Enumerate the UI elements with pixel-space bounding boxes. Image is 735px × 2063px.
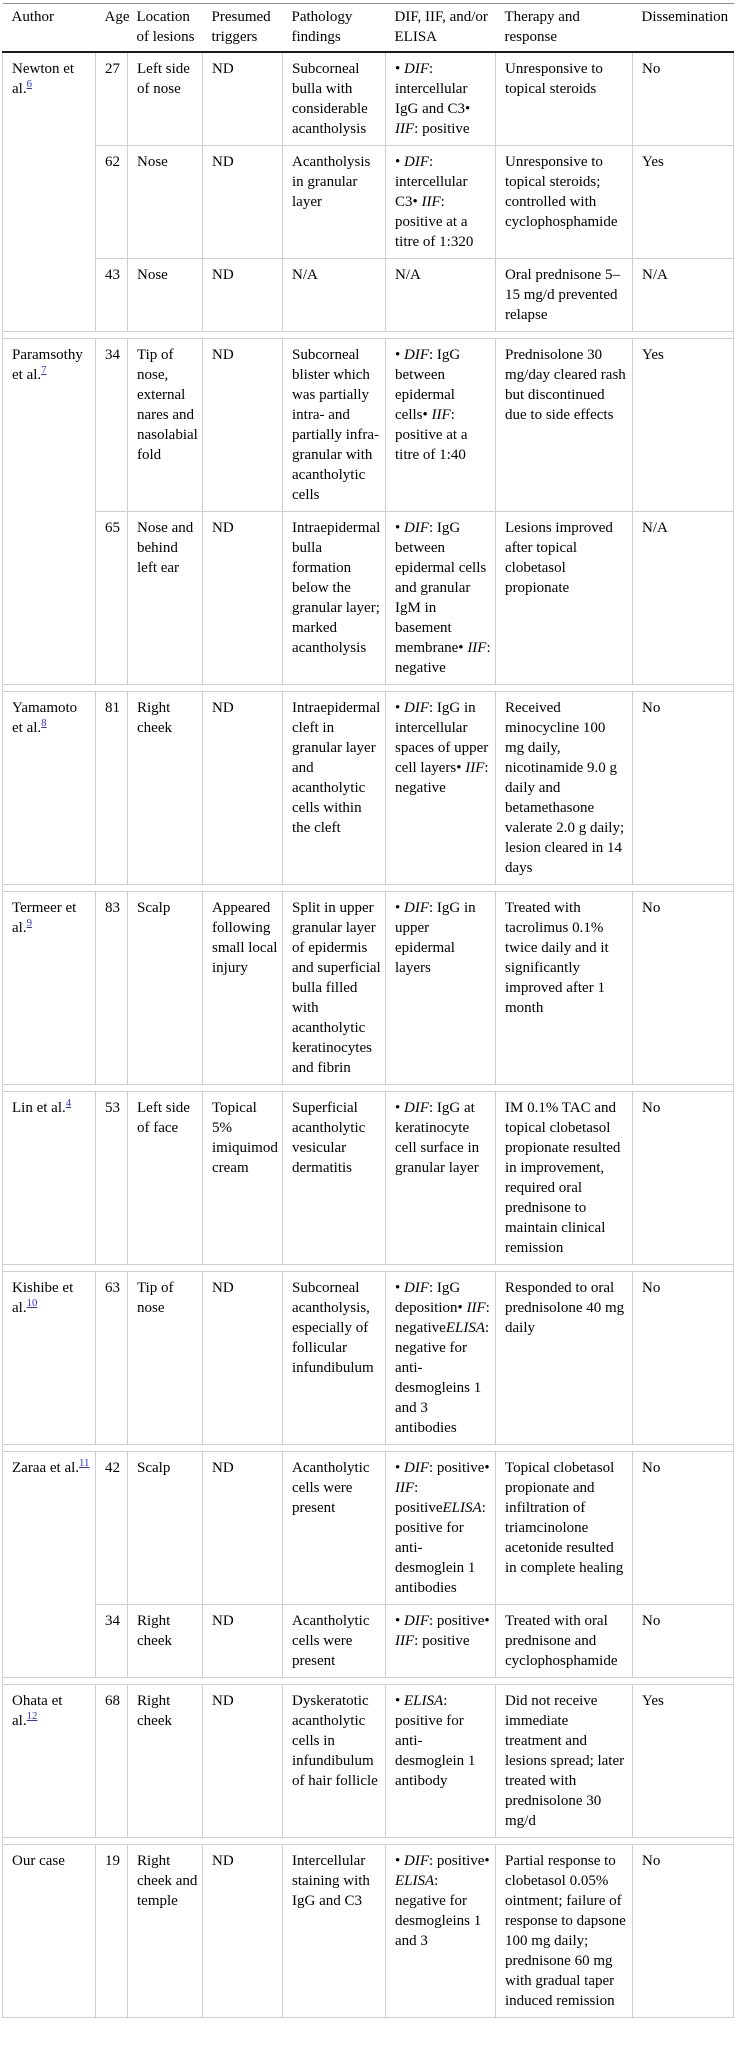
age-cell: 27 bbox=[96, 52, 128, 146]
group-spacer-row bbox=[3, 1445, 734, 1452]
age-cell: 19 bbox=[96, 1845, 128, 2018]
author-cell: Yamamoto et al.$^8$ bbox=[3, 692, 96, 885]
group-spacer-row bbox=[3, 885, 734, 892]
dissemination-cell: No bbox=[633, 1845, 734, 2018]
dissemination-cell: No bbox=[633, 1272, 734, 1445]
therapy-cell: Treated with tacrolimus 0.1% twice daily and it significantly improved after 1 month bbox=[496, 892, 633, 1085]
dif-cell: • DIF: positive• ELISA: negative for desmogleins 1 and 3 bbox=[386, 1845, 496, 2018]
reference-superscript bbox=[27, 917, 32, 929]
dif-cell: • DIF: positive• IIF: positiveELISA: positive for anti-desmoglein 1 antibodies bbox=[386, 1452, 496, 1605]
reference-superscript bbox=[27, 1297, 38, 1309]
dif-cell: • ELISA: positive for anti-desmoglein 1 antibody bbox=[386, 1685, 496, 1838]
group-spacer-cell bbox=[3, 332, 734, 339]
dif-cell: • DIF: IgG in upper epidermal layers bbox=[386, 892, 496, 1085]
table-row bbox=[3, 1685, 734, 1838]
table-row bbox=[3, 1272, 734, 1445]
reference-superscript bbox=[79, 1457, 89, 1469]
therapy-cell: Topical clobetasol propionate and infiltration of triamcinolone acetonide resulted in complete healing bbox=[496, 1452, 633, 1605]
col-header-dissemination: Dissemination bbox=[633, 4, 734, 53]
table-row bbox=[3, 1845, 734, 2018]
col-header-dif-iif-elisa: DIF, IIF, and/or ELISA bbox=[386, 4, 496, 53]
triggers-cell: ND bbox=[203, 1605, 283, 1678]
col-header-therapy: Therapy and response bbox=[496, 4, 633, 53]
dissemination-cell: No bbox=[633, 692, 734, 885]
location-cell: Scalp bbox=[128, 892, 203, 1085]
col-header-author: Author bbox=[3, 4, 96, 53]
col-header-pathology: Pathology findings bbox=[283, 4, 386, 53]
dissemination-cell: N/A bbox=[633, 512, 734, 685]
reference-link[interactable]: 8 bbox=[41, 717, 47, 729]
pathology-cell: Acantholysis in granular layer bbox=[283, 146, 386, 259]
reference-link[interactable]: 4 bbox=[65, 1097, 72, 1109]
location-cell: Nose bbox=[128, 259, 203, 332]
age-cell: 43 bbox=[96, 259, 128, 332]
therapy-cell: Unresponsive to topical steroids bbox=[496, 52, 633, 146]
pathology-cell: Acantholytic cells were present bbox=[283, 1605, 386, 1678]
reference-link[interactable]: 10 bbox=[26, 1297, 38, 1309]
triggers-cell: Topical 5% imiquimod cream bbox=[203, 1092, 283, 1265]
therapy-cell: IM 0.1% TAC and topical clobetasol propionate resulted in improvement, required oral prednisone to maintain clinical remission bbox=[496, 1092, 633, 1265]
location-cell: Nose and behind left ear bbox=[128, 512, 203, 685]
dissemination-cell: No bbox=[633, 1092, 734, 1265]
reference-superscript bbox=[27, 1710, 38, 1722]
group-spacer-cell bbox=[3, 685, 734, 692]
location-cell: Right cheek bbox=[128, 1685, 203, 1838]
dif-cell: • DIF: IgG deposition• IIF: negativeELISA: negative for anti-desmogleins 1 and 3 antibodies bbox=[386, 1272, 496, 1445]
reference-link[interactable]: 9 bbox=[26, 917, 32, 929]
group-spacer-cell bbox=[3, 1265, 734, 1272]
table-row bbox=[3, 339, 734, 512]
dif-cell: • DIF: IgG at keratinocyte cell surface in granular layer bbox=[386, 1092, 496, 1265]
age-cell: 83 bbox=[96, 892, 128, 1085]
pathology-cell: Split in upper granular layer of epidermis and superficial bulla filled with acantholytic keratinocytes and fibrin bbox=[283, 892, 386, 1085]
reference-superscript bbox=[66, 1097, 71, 1109]
location-cell: Right cheek bbox=[128, 1605, 203, 1678]
age-cell: 34 bbox=[96, 339, 128, 512]
author-cell: Lin et al.$^4$ bbox=[3, 1092, 96, 1265]
col-header-location: Location of lesions bbox=[128, 4, 203, 53]
dif-cell: • DIF: IgG between epidermal cells• IIF: positive at a titre of 1:40 bbox=[386, 339, 496, 512]
age-cell: 68 bbox=[96, 1685, 128, 1838]
header-row bbox=[3, 4, 734, 53]
age-cell: 65 bbox=[96, 512, 128, 685]
triggers-cell: ND bbox=[203, 1685, 283, 1838]
location-cell: Tip of nose, external nares and nasolabial fold bbox=[128, 339, 203, 512]
dissemination-cell: No bbox=[633, 1605, 734, 1678]
group-spacer-cell bbox=[3, 885, 734, 892]
group-spacer-cell bbox=[3, 1445, 734, 1452]
group-spacer-cell bbox=[3, 1838, 734, 1845]
case-review-table bbox=[2, 3, 734, 2018]
triggers-cell: ND bbox=[203, 1845, 283, 2018]
therapy-cell: Partial response to clobetasol 0.05% ointment; failure of response to dapsone 100 mg daily; prednisone 60 mg with gradual taper induced remission bbox=[496, 1845, 633, 2018]
table-row bbox=[3, 146, 734, 259]
dif-cell: • DIF: intercellular IgG and C3• IIF: positive bbox=[386, 52, 496, 146]
therapy-cell: Treated with oral prednisone and cyclophosphamide bbox=[496, 1605, 633, 1678]
age-cell: 42 bbox=[96, 1452, 128, 1605]
col-header-age: Age bbox=[96, 4, 128, 53]
group-spacer-cell bbox=[3, 1678, 734, 1685]
group-spacer-cell bbox=[3, 1085, 734, 1092]
table-row bbox=[3, 1452, 734, 1605]
triggers-cell: ND bbox=[203, 512, 283, 685]
location-cell: Right cheek and temple bbox=[128, 1845, 203, 2018]
col-header-triggers: Presumed triggers bbox=[203, 4, 283, 53]
reference-link[interactable]: 6 bbox=[26, 78, 32, 90]
age-cell: 34 bbox=[96, 1605, 128, 1678]
therapy-cell: Received minocycline 100 mg daily, nicotinamide 9.0 g daily and betamethasone valerate 2.0 g daily; lesion cleared in 14 days bbox=[496, 692, 633, 885]
author-cell: Paramsothy et al.$^7$ bbox=[3, 339, 96, 685]
dissemination-cell: N/A bbox=[633, 259, 734, 332]
pathology-cell: Superficial acantholytic vesicular dermatitis bbox=[283, 1092, 386, 1265]
triggers-cell: ND bbox=[203, 146, 283, 259]
author-cell: Zaraa et al.$^{11}$ bbox=[3, 1452, 96, 1678]
group-spacer-row bbox=[3, 1838, 734, 1845]
dissemination-cell: No bbox=[633, 892, 734, 1085]
table-row bbox=[3, 1605, 734, 1678]
location-cell: Left side of face bbox=[128, 1092, 203, 1265]
location-cell: Left side of nose bbox=[128, 52, 203, 146]
therapy-cell: Responded to oral prednisolone 40 mg daily bbox=[496, 1272, 633, 1445]
dif-cell: • DIF: intercellular C3• IIF: positive at a titre of 1:320 bbox=[386, 146, 496, 259]
table-body bbox=[3, 52, 734, 2018]
triggers-cell: ND bbox=[203, 1272, 283, 1445]
reference-superscript bbox=[41, 364, 46, 376]
age-cell: 62 bbox=[96, 146, 128, 259]
reference-link[interactable]: 11 bbox=[79, 1457, 90, 1469]
author-cell: Newton et al.$^6$ bbox=[3, 52, 96, 332]
triggers-cell: ND bbox=[203, 52, 283, 146]
group-spacer-row bbox=[3, 1678, 734, 1685]
dif-cell: • DIF: positive• IIF: positive bbox=[386, 1605, 496, 1678]
triggers-cell: ND bbox=[203, 259, 283, 332]
table-row bbox=[3, 512, 734, 685]
triggers-cell: ND bbox=[203, 692, 283, 885]
table-row bbox=[3, 892, 734, 1085]
therapy-cell: Unresponsive to topical steroids; controlled with cyclophosphamide bbox=[496, 146, 633, 259]
reference-link[interactable]: 7 bbox=[41, 364, 47, 376]
dissemination-cell: Yes bbox=[633, 1685, 734, 1838]
age-cell: 81 bbox=[96, 692, 128, 885]
age-cell: 63 bbox=[96, 1272, 128, 1445]
therapy-cell: Oral prednisone 5–15 mg/d prevented relapse bbox=[496, 259, 633, 332]
author-cell: Kishibe et al.$^{10}$ bbox=[3, 1272, 96, 1445]
author-cell: Our case bbox=[3, 1845, 96, 2018]
therapy-cell: Prednisolone 30 mg/day cleared rash but discontinued due to side effects bbox=[496, 339, 633, 512]
dissemination-cell: Yes bbox=[633, 146, 734, 259]
group-spacer-row bbox=[3, 685, 734, 692]
reference-superscript bbox=[27, 78, 32, 90]
table-row bbox=[3, 692, 734, 885]
reference-link[interactable]: 12 bbox=[26, 1710, 38, 1722]
triggers-cell: Appeared following small local injury bbox=[203, 892, 283, 1085]
pathology-cell: Intraepidermal bulla formation below the granular layer; marked acantholysis bbox=[283, 512, 386, 685]
author-cell: Termeer et al.$^9$ bbox=[3, 892, 96, 1085]
group-spacer-row bbox=[3, 1265, 734, 1272]
triggers-cell: ND bbox=[203, 1452, 283, 1605]
therapy-cell: Lesions improved after topical clobetasol propionate bbox=[496, 512, 633, 685]
dissemination-cell: Yes bbox=[633, 339, 734, 512]
pathology-cell: Subcorneal blister which was partially intra- and partially infra-granular with acantholytic cells bbox=[283, 339, 386, 512]
dif-cell: N/A bbox=[386, 259, 496, 332]
author-cell: Ohata et al.$^{12}$ bbox=[3, 1685, 96, 1838]
location-cell: Tip of nose bbox=[128, 1272, 203, 1445]
table-header bbox=[3, 4, 734, 53]
table-row bbox=[3, 1092, 734, 1265]
table-row bbox=[3, 52, 734, 146]
location-cell: Nose bbox=[128, 146, 203, 259]
location-cell: Right cheek bbox=[128, 692, 203, 885]
pathology-cell: N/A bbox=[283, 259, 386, 332]
pathology-cell: Acantholytic cells were present bbox=[283, 1452, 386, 1605]
therapy-cell: Did not receive immediate treatment and lesions spread; later treated with prednisolone 30 mg/d bbox=[496, 1685, 633, 1838]
table-row bbox=[3, 259, 734, 332]
reference-superscript bbox=[41, 717, 46, 729]
location-cell: Scalp bbox=[128, 1452, 203, 1605]
pathology-cell: Subcorneal acantholysis, especially of follicular infundibulum bbox=[283, 1272, 386, 1445]
group-spacer-row bbox=[3, 332, 734, 339]
triggers-cell: ND bbox=[203, 339, 283, 512]
pathology-cell: Subcorneal bulla with considerable acantholysis bbox=[283, 52, 386, 146]
dif-cell: • DIF: IgG in intercellular spaces of upper cell layers• IIF: negative bbox=[386, 692, 496, 885]
age-cell: 53 bbox=[96, 1092, 128, 1265]
dif-cell: • DIF: IgG between epidermal cells and granular IgM in basement membrane• IIF: negative bbox=[386, 512, 496, 685]
pathology-cell: Intraepidermal cleft in granular layer and acantholytic cells within the cleft bbox=[283, 692, 386, 885]
group-spacer-row bbox=[3, 1085, 734, 1092]
dissemination-cell: No bbox=[633, 52, 734, 146]
pathology-cell: Intercellular staining with IgG and C3 bbox=[283, 1845, 386, 2018]
dissemination-cell: No bbox=[633, 1452, 734, 1605]
pathology-cell: Dyskeratotic acantholytic cells in infundibulum of hair follicle bbox=[283, 1685, 386, 1838]
